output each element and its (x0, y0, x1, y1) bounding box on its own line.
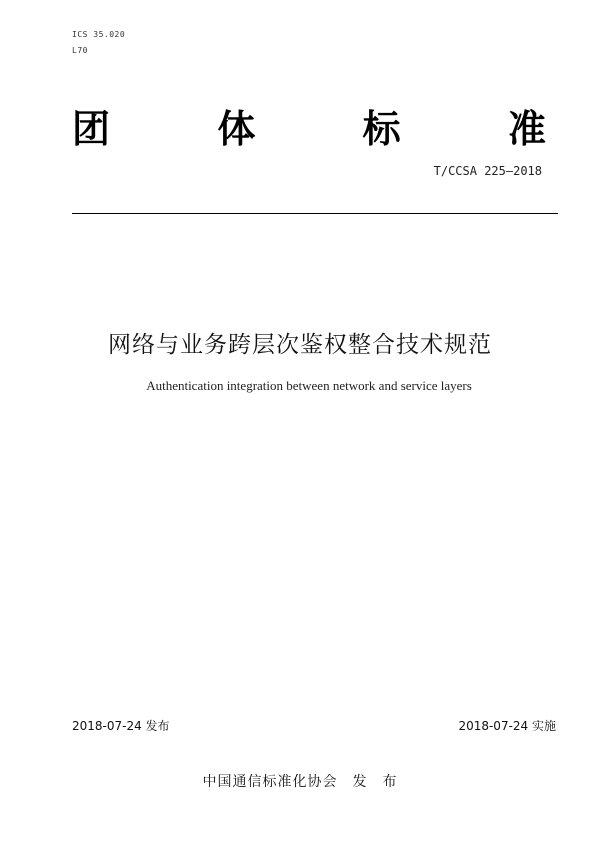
standard-type-char-4: 准 (507, 106, 546, 151)
standard-type-heading (72, 100, 546, 150)
standard-number: T/CCSA 225—2018 (433, 164, 542, 178)
document-title-english: Authentication integration between network and service layers (146, 378, 472, 393)
ccs-code: L70 (72, 46, 88, 55)
standard-type-char-2: 体 (217, 106, 256, 151)
ics-code: ICS 35.020 (72, 30, 126, 39)
publish-date: 2018-07-24 发布 (72, 719, 170, 733)
issuing-organization: 中国通信标准化协会 发 布 (202, 774, 398, 790)
standard-type-char-3: 标 (362, 106, 401, 151)
header-divider (72, 213, 558, 214)
standard-type-char-1: 团 (72, 106, 111, 151)
implementation-date: 2018-07-24 实施 (458, 719, 556, 733)
document-title-chinese: 网络与业务跨层次鉴权整合技术规范 (108, 332, 492, 358)
